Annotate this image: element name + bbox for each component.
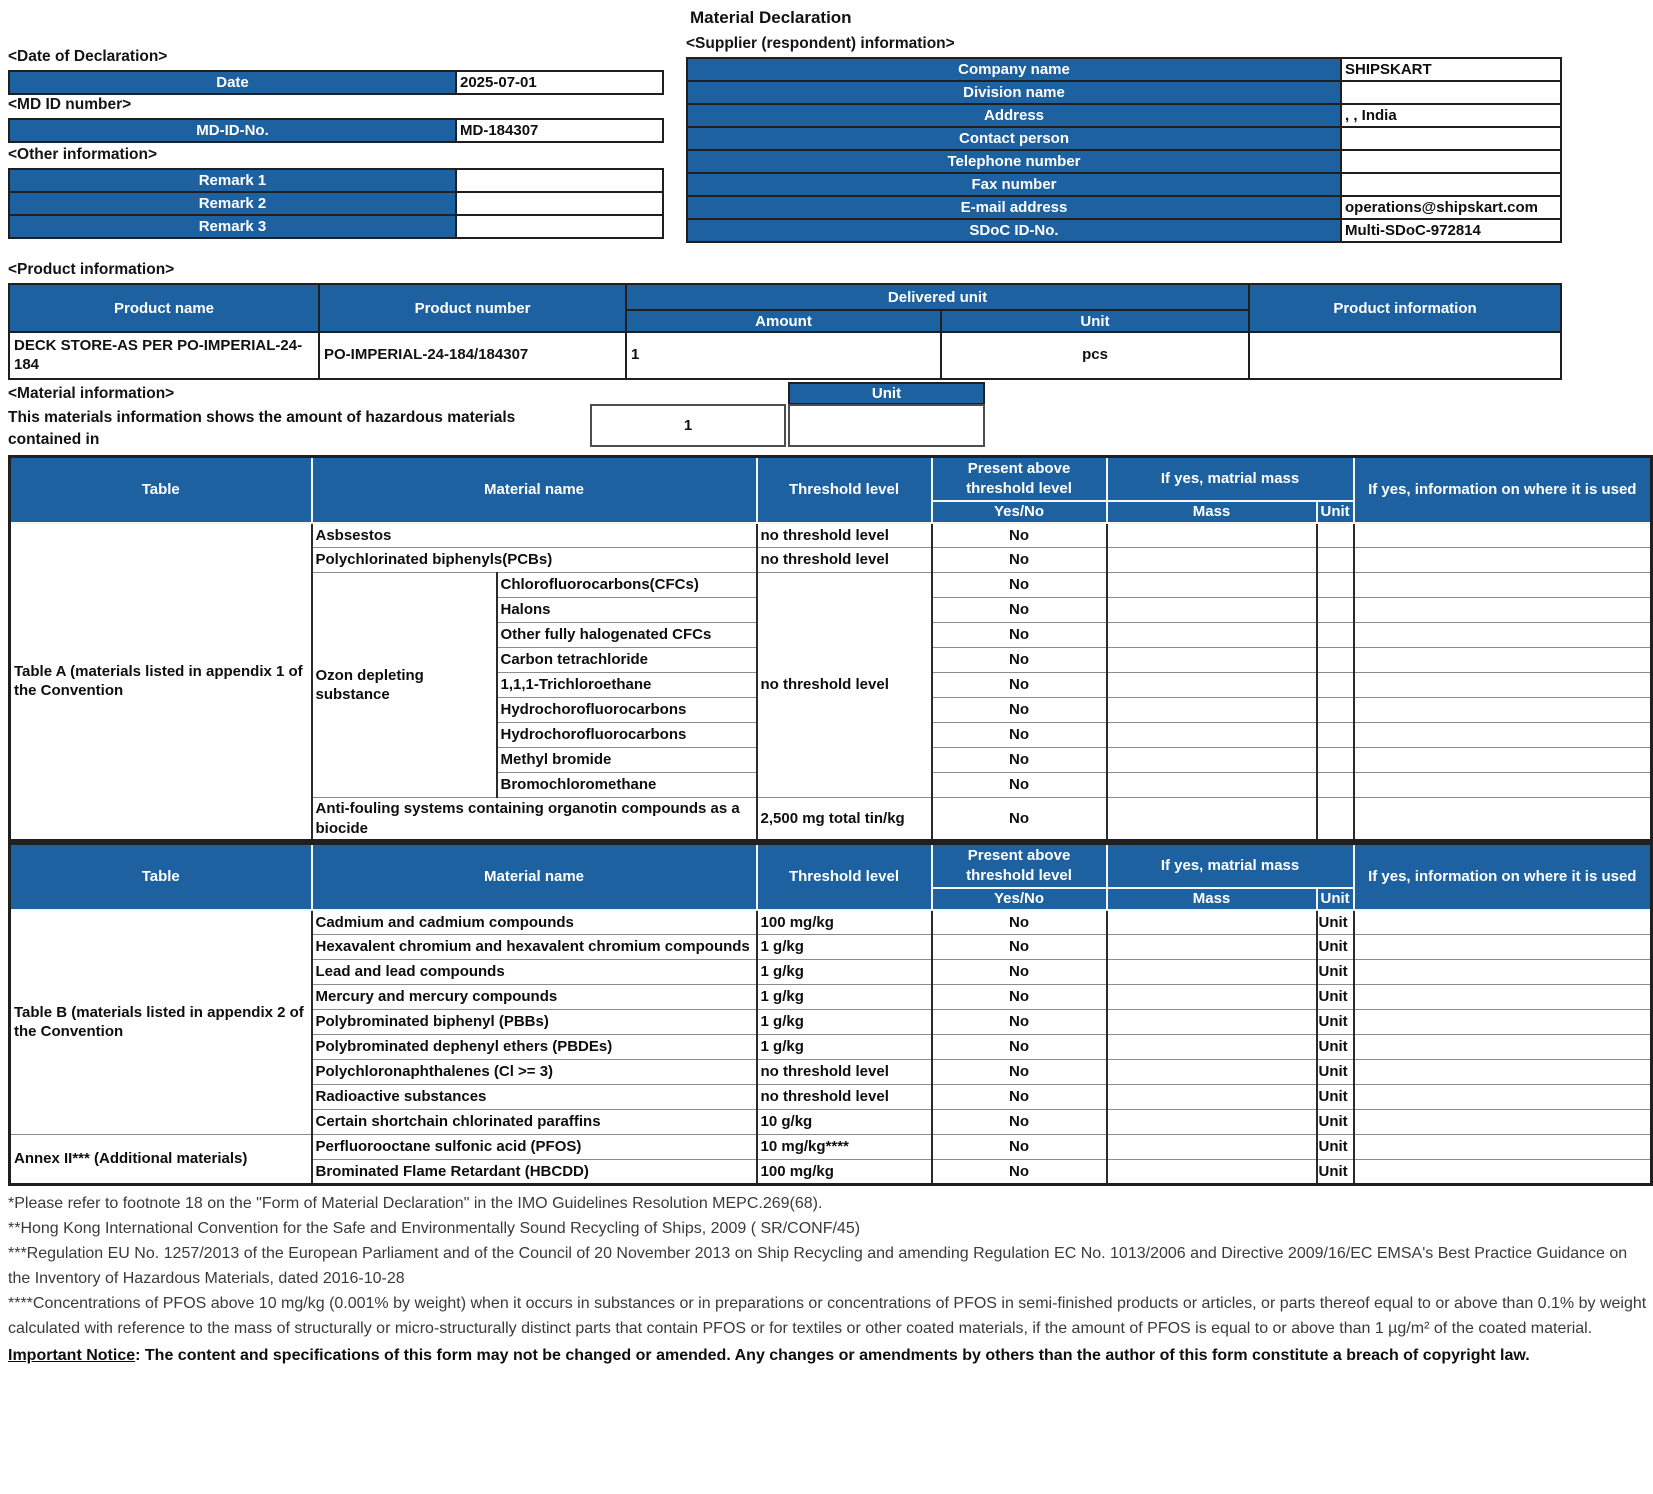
field-label: Contact person bbox=[687, 127, 1341, 150]
material-mass bbox=[1107, 910, 1317, 935]
field-label: Address bbox=[687, 104, 1341, 127]
material-name: Brominated Flame Retardant (HBCDD) bbox=[312, 1160, 757, 1185]
mass-unit bbox=[1317, 723, 1354, 748]
threshold-level: 10 g/kg bbox=[757, 1110, 932, 1135]
material-mass bbox=[1107, 1160, 1317, 1185]
present-above-threshold: No bbox=[932, 1060, 1107, 1085]
mass-unit bbox=[1317, 798, 1354, 841]
field-row bbox=[687, 173, 1561, 196]
footnote-3: ***Regulation EU No. 1257/2013 of the European Parliament and of the Council of 20 November 2013 on Ship Recycling and amending Regulation EC No. 1013/2006 and Directive 2009/16/EC EMSA's Best Practice Guidance on the Inventory of Hazardous Materials, dated 2016-10-28 bbox=[8, 1245, 1628, 1287]
product-number-value: PO-IMPERIAL-24-184/184307 bbox=[319, 332, 626, 379]
where-used-info bbox=[1354, 960, 1652, 985]
material-mass bbox=[1107, 623, 1317, 648]
col-unit: Unit bbox=[1317, 888, 1354, 910]
present-above-threshold: No bbox=[932, 1160, 1107, 1185]
field-row bbox=[687, 150, 1561, 173]
material-name: Hydrochorofluorocarbons bbox=[497, 723, 757, 748]
mass-unit bbox=[1317, 523, 1354, 548]
col-material-name: Material name bbox=[312, 844, 757, 910]
mass-unit: Unit bbox=[1317, 1160, 1354, 1185]
where-used-info bbox=[1354, 698, 1652, 723]
material-mass bbox=[1107, 548, 1317, 573]
present-above-threshold: No bbox=[932, 648, 1107, 673]
present-above-threshold: No bbox=[932, 573, 1107, 598]
col-amount: Amount bbox=[626, 310, 941, 332]
date-table bbox=[8, 70, 664, 95]
mass-unit: Unit bbox=[1317, 1135, 1354, 1160]
md-id-section-label: <MD ID number> bbox=[8, 96, 132, 113]
where-used-info bbox=[1354, 935, 1652, 960]
where-used-info bbox=[1354, 773, 1652, 798]
present-above-threshold: No bbox=[932, 773, 1107, 798]
mass-unit bbox=[1317, 648, 1354, 673]
col-material-name: Material name bbox=[312, 457, 757, 523]
present-above-threshold: No bbox=[932, 523, 1107, 548]
material-info-amount-box: 1 bbox=[590, 404, 786, 447]
col-product-name: Product name bbox=[9, 284, 319, 332]
mass-unit: Unit bbox=[1317, 985, 1354, 1010]
field-value bbox=[456, 169, 663, 192]
field-row bbox=[687, 219, 1561, 242]
field-value: 2025-07-01 bbox=[456, 71, 663, 94]
field-value: operations@shipskart.com bbox=[1341, 196, 1561, 219]
where-used-info bbox=[1354, 1035, 1652, 1060]
present-above-threshold: No bbox=[932, 623, 1107, 648]
product-name-value: DECK STORE-AS PER PO-IMPERIAL-24-184 bbox=[9, 332, 319, 379]
material-mass bbox=[1107, 960, 1317, 985]
hazmat-table-a bbox=[8, 455, 1653, 842]
field-row bbox=[9, 169, 663, 192]
material-info-section-label: <Material information> bbox=[8, 385, 175, 402]
field-row bbox=[9, 119, 663, 142]
supplier-table bbox=[686, 57, 1562, 243]
mass-unit bbox=[1317, 748, 1354, 773]
field-label: Company name bbox=[687, 58, 1341, 81]
col-mass: Mass bbox=[1107, 888, 1317, 910]
material-mass bbox=[1107, 1110, 1317, 1135]
material-name: Polychloronaphthalenes (Cl >= 3) bbox=[312, 1060, 757, 1085]
threshold-level: no threshold level bbox=[757, 548, 932, 573]
field-label: Remark 3 bbox=[9, 215, 456, 238]
footnote-4: ****Concentrations of PFOS above 10 mg/kg (0.001% by weight) when it occurs in substances or in preparations or concentrations of PFOS in semi-finished products or articles, or parts thereof equal to or above than 0.1% by weight calculated with reference to the mass of structurally or micro-structurally distinct parts that contain PFOS or for textiles or other coated materials, if the amount of PFOS is equal to or above than 1 µg/m² of the coated material. bbox=[8, 1295, 1647, 1337]
col-threshold-level: Threshold level bbox=[757, 457, 932, 523]
md-id-table bbox=[8, 118, 664, 143]
field-value bbox=[1341, 127, 1561, 150]
mass-unit: Unit bbox=[1317, 1010, 1354, 1035]
mass-unit bbox=[1317, 598, 1354, 623]
threshold-level: 1 g/kg bbox=[757, 1010, 932, 1035]
product-information-value bbox=[1249, 332, 1561, 379]
where-used-info bbox=[1354, 748, 1652, 773]
material-mass bbox=[1107, 1085, 1317, 1110]
present-above-threshold: No bbox=[932, 1135, 1107, 1160]
table-section-label: Annex II*** (Additional materials) bbox=[10, 1135, 312, 1185]
material-mass bbox=[1107, 673, 1317, 698]
material-name: Bromochloromethane bbox=[497, 773, 757, 798]
mass-unit: Unit bbox=[1317, 1085, 1354, 1110]
where-used-info bbox=[1354, 1160, 1652, 1185]
where-used-info bbox=[1354, 1085, 1652, 1110]
product-section-label: <Product information> bbox=[8, 261, 175, 278]
mass-unit: Unit bbox=[1317, 1110, 1354, 1135]
present-above-threshold: No bbox=[932, 1085, 1107, 1110]
present-above-threshold: No bbox=[932, 935, 1107, 960]
mass-unit bbox=[1317, 698, 1354, 723]
col-delivered-unit: Delivered unit bbox=[626, 284, 1249, 310]
threshold-level: 10 mg/kg**** bbox=[757, 1135, 932, 1160]
where-used-info bbox=[1354, 623, 1652, 648]
unit-value: pcs bbox=[941, 332, 1249, 379]
mass-unit bbox=[1317, 773, 1354, 798]
field-label: Remark 2 bbox=[9, 192, 456, 215]
material-mass bbox=[1107, 648, 1317, 673]
material-mass bbox=[1107, 773, 1317, 798]
product-row bbox=[9, 332, 1561, 379]
other-info-section-label: <Other information> bbox=[8, 146, 157, 163]
where-used-info bbox=[1354, 523, 1652, 548]
material-name: Lead and lead compounds bbox=[312, 960, 757, 985]
material-name: Hydrochorofluorocarbons bbox=[497, 698, 757, 723]
where-used-info bbox=[1354, 573, 1652, 598]
field-row bbox=[9, 215, 663, 238]
present-above-threshold: No bbox=[932, 798, 1107, 841]
material-mass bbox=[1107, 723, 1317, 748]
material-mass bbox=[1107, 598, 1317, 623]
where-used-info bbox=[1354, 598, 1652, 623]
material-name: Hexavalent chromium and hexavalent chromium compounds bbox=[312, 935, 757, 960]
material-name: Chlorofluorocarbons(CFCs) bbox=[497, 573, 757, 598]
table-section-label: Table A (materials listed in appendix 1 of the Convention bbox=[10, 523, 312, 841]
material-name: Radioactive substances bbox=[312, 1085, 757, 1110]
hazmat-table-b bbox=[8, 842, 1653, 1186]
threshold-level: 1 g/kg bbox=[757, 935, 932, 960]
field-value: Multi-SDoC-972814 bbox=[1341, 219, 1561, 242]
material-name: Polybrominated biphenyl (PBBs) bbox=[312, 1010, 757, 1035]
material-name: Asbsestos bbox=[312, 523, 757, 548]
where-used-info bbox=[1354, 548, 1652, 573]
material-mass bbox=[1107, 1035, 1317, 1060]
col-where-used: If yes, information on where it is used bbox=[1354, 844, 1652, 910]
footnotes bbox=[8, 1191, 1650, 1341]
field-label: SDoC ID-No. bbox=[687, 219, 1341, 242]
material-mass bbox=[1107, 1135, 1317, 1160]
present-above-threshold: No bbox=[932, 748, 1107, 773]
col-product-information: Product information bbox=[1249, 284, 1561, 332]
page-title: Material Declaration bbox=[690, 8, 852, 27]
where-used-info bbox=[1354, 910, 1652, 935]
material-row bbox=[10, 910, 1652, 935]
field-label: Fax number bbox=[687, 173, 1341, 196]
where-used-info bbox=[1354, 1060, 1652, 1085]
mass-unit: Unit bbox=[1317, 1060, 1354, 1085]
where-used-info bbox=[1354, 985, 1652, 1010]
field-row bbox=[9, 71, 663, 94]
material-name: Other fully halogenated CFCs bbox=[497, 623, 757, 648]
field-value bbox=[1341, 150, 1561, 173]
material-group-label: Ozon depleting substance bbox=[312, 573, 497, 798]
date-section-label: <Date of Declaration> bbox=[8, 48, 168, 65]
field-label: Date bbox=[9, 71, 456, 94]
field-row bbox=[687, 127, 1561, 150]
col-present-above: Present above threshold level bbox=[932, 457, 1107, 501]
threshold-level: 100 mg/kg bbox=[757, 1160, 932, 1185]
col-if-yes-mass: If yes, matrial mass bbox=[1107, 844, 1354, 888]
present-above-threshold: No bbox=[932, 673, 1107, 698]
present-above-threshold: No bbox=[932, 1110, 1107, 1135]
important-notice-label: Important Notice bbox=[8, 1347, 136, 1364]
field-value bbox=[456, 192, 663, 215]
col-table: Table bbox=[10, 457, 312, 523]
field-row bbox=[687, 58, 1561, 81]
threshold-level: 2,500 mg total tin/kg bbox=[757, 798, 932, 841]
col-table: Table bbox=[10, 844, 312, 910]
present-above-threshold: No bbox=[932, 910, 1107, 935]
supplier-section-label: <Supplier (respondent) information> bbox=[686, 35, 955, 52]
material-mass bbox=[1107, 573, 1317, 598]
material-mass bbox=[1107, 748, 1317, 773]
field-label: E-mail address bbox=[687, 196, 1341, 219]
footnote-2: **Hong Kong International Convention for the Safe and Environmentally Sound Recycling of Ships, 2009 ( SR/CONF/45) bbox=[8, 1220, 861, 1237]
col-mass: Mass bbox=[1107, 501, 1317, 523]
present-above-threshold: No bbox=[932, 960, 1107, 985]
material-name: Halons bbox=[497, 598, 757, 623]
field-row bbox=[687, 81, 1561, 104]
field-label: Telephone number bbox=[687, 150, 1341, 173]
mass-unit: Unit bbox=[1317, 960, 1354, 985]
material-name: Methyl bromide bbox=[497, 748, 757, 773]
material-name: Certain shortchain chlorinated paraffins bbox=[312, 1110, 757, 1135]
col-yes-no: Yes/No bbox=[932, 888, 1107, 910]
where-used-info bbox=[1354, 648, 1652, 673]
col-present-above: Present above threshold level bbox=[932, 844, 1107, 888]
material-name: Mercury and mercury compounds bbox=[312, 985, 757, 1010]
important-notice-text: : The content and specifications of this form may not be changed or amended. Any changes or amendments by others than the author of this form constitute a breach of copyright law. bbox=[135, 1347, 1530, 1364]
threshold-level: no threshold level bbox=[757, 1060, 932, 1085]
where-used-info bbox=[1354, 798, 1652, 841]
material-name: 1,1,1-Trichloroethane bbox=[497, 673, 757, 698]
mass-unit bbox=[1317, 673, 1354, 698]
field-value: MD-184307 bbox=[456, 119, 663, 142]
material-info-description: This materials information shows the amount of hazardous materials contained in bbox=[8, 409, 516, 448]
material-mass bbox=[1107, 698, 1317, 723]
field-value: , , India bbox=[1341, 104, 1561, 127]
amount-value: 1 bbox=[626, 332, 941, 379]
field-label: MD-ID-No. bbox=[9, 119, 456, 142]
present-above-threshold: No bbox=[932, 985, 1107, 1010]
field-value bbox=[1341, 173, 1561, 196]
material-mass bbox=[1107, 523, 1317, 548]
threshold-level: 100 mg/kg bbox=[757, 910, 932, 935]
field-label: Division name bbox=[687, 81, 1341, 104]
material-row bbox=[10, 1135, 1652, 1160]
material-mass bbox=[1107, 1010, 1317, 1035]
present-above-threshold: No bbox=[932, 1035, 1107, 1060]
where-used-info bbox=[1354, 1010, 1652, 1035]
col-threshold-level: Threshold level bbox=[757, 844, 932, 910]
threshold-level: no threshold level bbox=[757, 523, 932, 548]
product-table bbox=[8, 283, 1562, 380]
col-unit: Unit bbox=[941, 310, 1249, 332]
field-row bbox=[9, 192, 663, 215]
material-mass bbox=[1107, 1060, 1317, 1085]
mass-unit: Unit bbox=[1317, 935, 1354, 960]
present-above-threshold: No bbox=[932, 723, 1107, 748]
material-name: Polychlorinated biphenyls(PCBs) bbox=[312, 548, 757, 573]
mass-unit bbox=[1317, 623, 1354, 648]
material-name: Perfluorooctane sulfonic acid (PFOS) bbox=[312, 1135, 757, 1160]
material-name: Cadmium and cadmium compounds bbox=[312, 910, 757, 935]
material-mass bbox=[1107, 985, 1317, 1010]
threshold-level: no threshold level bbox=[757, 573, 932, 798]
threshold-level: no threshold level bbox=[757, 1085, 932, 1110]
where-used-info bbox=[1354, 1135, 1652, 1160]
important-notice bbox=[8, 1343, 1650, 1368]
material-info-unit-box bbox=[788, 404, 985, 447]
col-yes-no: Yes/No bbox=[932, 501, 1107, 523]
present-above-threshold: No bbox=[932, 548, 1107, 573]
mass-unit bbox=[1317, 548, 1354, 573]
material-mass bbox=[1107, 798, 1317, 841]
col-if-yes-mass: If yes, matrial mass bbox=[1107, 457, 1354, 501]
table-section-label: Table B (materials listed in appendix 2 of the Convention bbox=[10, 910, 312, 1135]
material-row bbox=[10, 523, 1652, 548]
footnote-1: *Please refer to footnote 18 on the "Form of Material Declaration" in the IMO Guidelines Resolution MEPC.269(68). bbox=[8, 1195, 823, 1212]
hazmat-area bbox=[8, 455, 1650, 1368]
present-above-threshold: No bbox=[932, 698, 1107, 723]
material-name: Anti-fouling systems containing organotin compounds as a biocide bbox=[312, 798, 757, 841]
where-used-info bbox=[1354, 673, 1652, 698]
material-mass bbox=[1107, 935, 1317, 960]
field-value: SHIPSKART bbox=[1341, 58, 1561, 81]
field-label: Remark 1 bbox=[9, 169, 456, 192]
threshold-level: 1 g/kg bbox=[757, 960, 932, 985]
field-value bbox=[456, 215, 663, 238]
field-row bbox=[687, 196, 1561, 219]
present-above-threshold: No bbox=[932, 598, 1107, 623]
col-product-number: Product number bbox=[319, 284, 626, 332]
where-used-info bbox=[1354, 1110, 1652, 1135]
col-where-used: If yes, information on where it is used bbox=[1354, 457, 1652, 523]
material-info-unit-header: Unit bbox=[788, 382, 985, 405]
where-used-info bbox=[1354, 723, 1652, 748]
field-value bbox=[1341, 81, 1561, 104]
col-unit: Unit bbox=[1317, 501, 1354, 523]
material-name: Carbon tetrachloride bbox=[497, 648, 757, 673]
other-info-table bbox=[8, 168, 664, 239]
mass-unit: Unit bbox=[1317, 1035, 1354, 1060]
threshold-level: 1 g/kg bbox=[757, 1035, 932, 1060]
present-above-threshold: No bbox=[932, 1010, 1107, 1035]
mass-unit: Unit bbox=[1317, 910, 1354, 935]
material-name: Polybrominated dephenyl ethers (PBDEs) bbox=[312, 1035, 757, 1060]
mass-unit bbox=[1317, 573, 1354, 598]
threshold-level: 1 g/kg bbox=[757, 985, 932, 1010]
field-row bbox=[687, 104, 1561, 127]
